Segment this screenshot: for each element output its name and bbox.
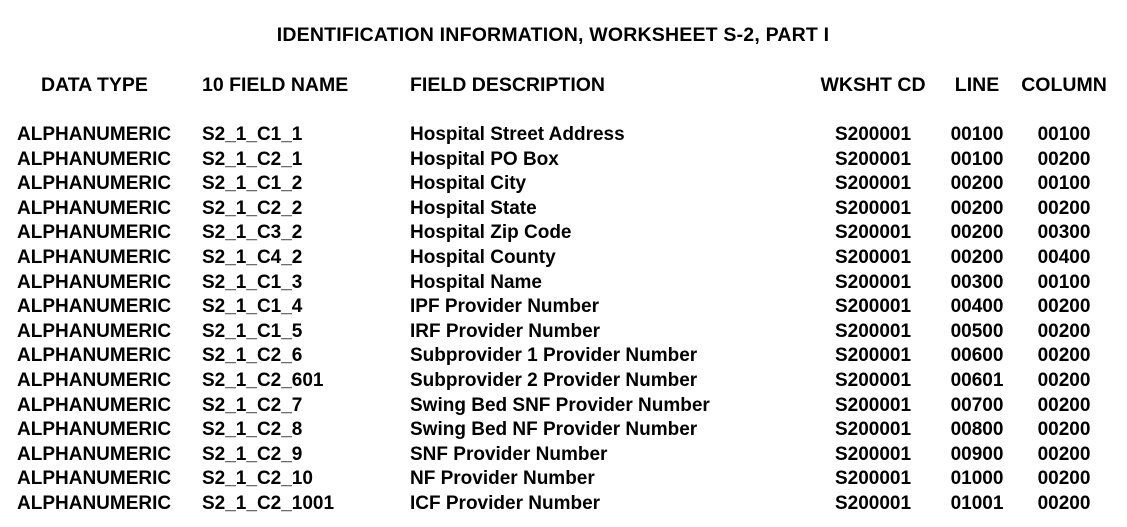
cell-wksht-cd: S200001	[834, 419, 912, 441]
table-row	[0, 492, 1127, 517]
page-title: IDENTIFICATION INFORMATION, WORKSHEET S-2, PART I	[276, 24, 830, 46]
cell-column: 00200	[1037, 148, 1091, 170]
table-row	[0, 246, 1127, 271]
header-column: COLUMN	[1021, 74, 1107, 96]
cell-field-description: Swing Bed NF Provider Number	[410, 419, 698, 441]
cell-data-type: ALPHANUMERIC	[17, 148, 172, 170]
cell-field-description: SNF Provider Number	[410, 443, 608, 465]
cell-field-name: S2_1_C2_7	[202, 394, 303, 416]
cell-column: 00200	[1037, 394, 1091, 416]
table-row	[0, 221, 1127, 246]
cell-data-type: ALPHANUMERIC	[17, 271, 172, 293]
table-row	[0, 295, 1127, 320]
cell-field-name: S2_1_C2_9	[202, 443, 303, 465]
table-row	[0, 394, 1127, 419]
cell-data-type: ALPHANUMERIC	[17, 173, 172, 195]
cell-wksht-cd: S200001	[834, 492, 912, 514]
cell-line: 00200	[950, 246, 1004, 268]
cell-field-name: S2_1_C4_2	[202, 246, 303, 268]
cell-line: 00500	[950, 320, 1004, 342]
cell-data-type: ALPHANUMERIC	[17, 246, 172, 268]
table-row	[0, 172, 1127, 197]
table-row	[0, 197, 1127, 222]
table-row	[0, 467, 1127, 492]
cell-column: 00100	[1037, 124, 1091, 145]
cell-wksht-cd: S200001	[834, 222, 912, 244]
cell-field-name: S2_1_C2_6	[202, 345, 303, 367]
cell-line: 00300	[950, 271, 1004, 293]
cell-data-type: ALPHANUMERIC	[17, 394, 172, 416]
cell-field-description: Hospital County	[410, 246, 556, 268]
cell-line: 01001	[950, 492, 1004, 514]
cell-line: 00700	[950, 394, 1004, 416]
cell-wksht-cd: S200001	[834, 394, 912, 416]
cell-field-name: S2_1_C1_3	[202, 271, 303, 293]
table-row	[0, 369, 1127, 394]
cell-data-type: ALPHANUMERIC	[17, 468, 172, 490]
cell-data-type: ALPHANUMERIC	[17, 369, 172, 391]
cell-wksht-cd: S200001	[834, 173, 912, 195]
cell-field-description: Hospital Street Address	[410, 124, 625, 145]
cell-field-description: ICF Provider Number	[410, 492, 601, 514]
cell-data-type: ALPHANUMERIC	[17, 345, 172, 367]
cell-line: 00900	[950, 443, 1004, 465]
table-row	[0, 344, 1127, 369]
table-row	[0, 123, 1127, 148]
table-row	[0, 320, 1127, 345]
cell-column: 00200	[1037, 468, 1091, 490]
field-table	[0, 123, 1127, 517]
cell-wksht-cd: S200001	[834, 468, 912, 490]
cell-data-type: ALPHANUMERIC	[17, 492, 172, 514]
cell-field-description: NF Provider Number	[410, 468, 595, 490]
header-field-name: 10 FIELD NAME	[202, 74, 349, 96]
table-row	[0, 418, 1127, 443]
cell-line: 00400	[950, 296, 1004, 318]
cell-data-type: ALPHANUMERIC	[17, 443, 172, 465]
table-row	[0, 443, 1127, 468]
header-data-type: DATA TYPE	[41, 74, 148, 96]
cell-wksht-cd: S200001	[834, 296, 912, 318]
cell-field-name: S2_1_C2_601	[202, 369, 324, 391]
cell-column: 00100	[1037, 173, 1091, 195]
table-row	[0, 148, 1127, 173]
cell-field-description: Subprovider 2 Provider Number	[410, 369, 698, 391]
cell-data-type: ALPHANUMERIC	[17, 419, 172, 441]
cell-line: 00601	[950, 369, 1004, 391]
cell-wksht-cd: S200001	[834, 443, 912, 465]
cell-wksht-cd: S200001	[834, 271, 912, 293]
cell-column: 00200	[1037, 197, 1091, 219]
cell-field-description: Hospital Name	[410, 271, 542, 293]
cell-field-description: IPF Provider Number	[410, 296, 599, 318]
cell-field-name: S2_1_C1_4	[202, 296, 303, 318]
cell-field-name: S2_1_C1_1	[202, 124, 303, 145]
header-field-description: FIELD DESCRIPTION	[410, 74, 606, 96]
cell-wksht-cd: S200001	[834, 369, 912, 391]
cell-line: 00100	[950, 124, 1004, 145]
cell-wksht-cd: S200001	[834, 124, 912, 145]
cell-field-description: Subprovider 1 Provider Number	[410, 345, 698, 367]
cell-field-name: S2_1_C2_2	[202, 197, 303, 219]
cell-line: 00200	[950, 173, 1004, 195]
cell-field-name: S2_1_C2_1	[202, 148, 303, 170]
cell-column: 00200	[1037, 369, 1091, 391]
cell-column: 00300	[1037, 222, 1091, 244]
table-row	[0, 271, 1127, 296]
cell-field-description: Hospital City	[410, 173, 527, 195]
cell-line: 00200	[950, 197, 1004, 219]
cell-data-type: ALPHANUMERIC	[17, 320, 172, 342]
cell-column: 00200	[1037, 345, 1091, 367]
cell-data-type: ALPHANUMERIC	[17, 197, 172, 219]
header-line: LINE	[954, 74, 1000, 96]
cell-wksht-cd: S200001	[834, 197, 912, 219]
cell-wksht-cd: S200001	[834, 345, 912, 367]
cell-line: 00100	[950, 148, 1004, 170]
cell-column: 00200	[1037, 443, 1091, 465]
cell-line: 01000	[950, 468, 1004, 490]
cell-data-type: ALPHANUMERIC	[17, 296, 172, 318]
cell-column: 00200	[1037, 296, 1091, 318]
cell-field-description: IRF Provider Number	[410, 320, 601, 342]
cell-line: 00800	[950, 419, 1004, 441]
cell-field-description: Hospital Zip Code	[410, 222, 572, 244]
cell-column: 00200	[1037, 419, 1091, 441]
cell-field-name: S2_1_C3_2	[202, 222, 303, 244]
cell-field-name: S2_1_C2_10	[202, 468, 313, 490]
cell-column: 00200	[1037, 492, 1091, 514]
cell-field-name: S2_1_C1_5	[202, 320, 303, 342]
cell-column: 00100	[1037, 271, 1091, 293]
cell-field-description: Hospital PO Box	[410, 148, 559, 170]
cell-line: 00600	[950, 345, 1004, 367]
cell-wksht-cd: S200001	[834, 148, 912, 170]
cell-data-type: ALPHANUMERIC	[17, 222, 172, 244]
cell-field-description: Hospital State	[410, 197, 537, 219]
cell-field-name: S2_1_C1_2	[202, 173, 303, 195]
cell-field-description: Swing Bed SNF Provider Number	[410, 394, 710, 416]
cell-line: 00200	[950, 222, 1004, 244]
cell-data-type: ALPHANUMERIC	[17, 124, 172, 145]
cell-field-name: S2_1_C2_8	[202, 419, 303, 441]
cell-column: 00400	[1037, 246, 1091, 268]
cell-field-name: S2_1_C2_1001	[202, 492, 335, 514]
cell-wksht-cd: S200001	[834, 320, 912, 342]
cell-wksht-cd: S200001	[834, 246, 912, 268]
header-wksht-cd: WKSHT CD	[820, 74, 926, 96]
cell-column: 00200	[1037, 320, 1091, 342]
